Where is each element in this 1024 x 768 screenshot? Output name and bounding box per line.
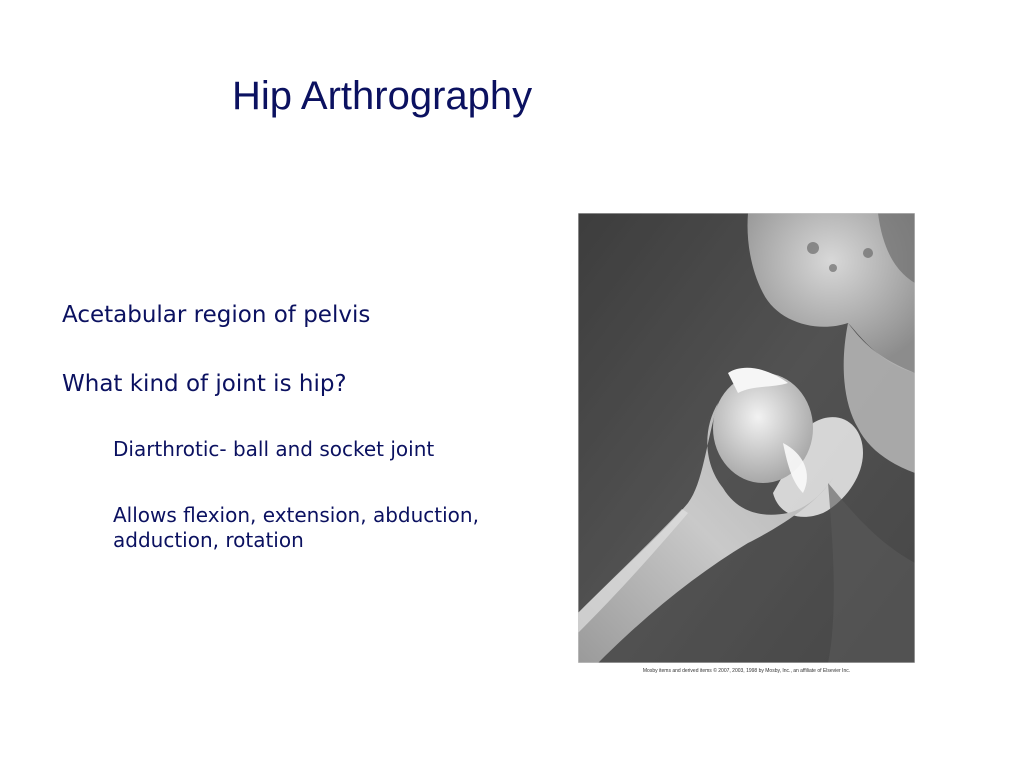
slide-title: Hip Arthrography xyxy=(232,74,533,118)
sub-bullet-joint-type: Diarthrotic- ball and socket joint xyxy=(113,437,435,461)
image-credit: Mosby items and derived items © 2007, 2003, 1998 by Mosby, Inc., an affiliate of Elsevier Inc. xyxy=(642,668,851,674)
hip-arthrogram-xray-image xyxy=(578,213,915,663)
sub-bullet-joint-motions: Allows flexion, extension, abduction, adduction, rotation xyxy=(113,503,479,552)
bullet-joint-question: What kind of joint is hip? xyxy=(62,371,347,397)
bullet-acetabular-region: Acetabular region of pelvis xyxy=(62,302,371,328)
